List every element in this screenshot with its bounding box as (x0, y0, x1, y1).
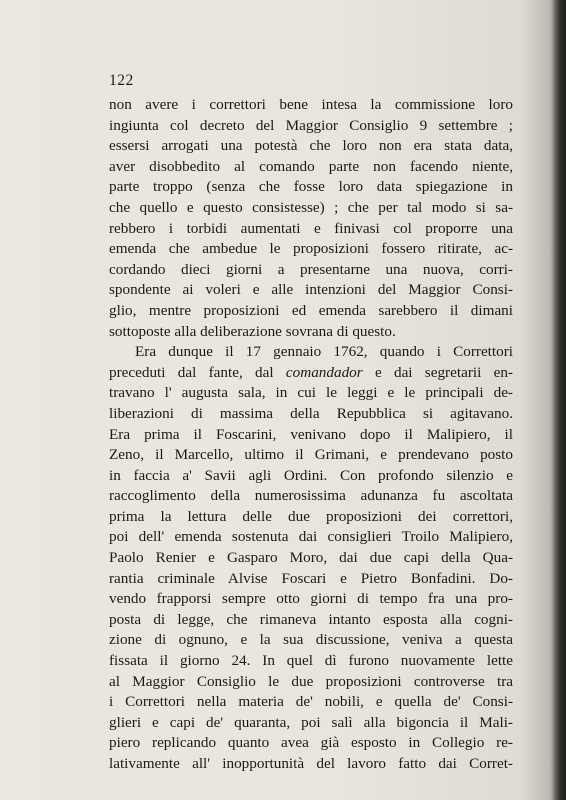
text-line: cordando dieci giorni a presentarne una nuova, corri- (109, 260, 513, 278)
text-line: vendo frapporsi sempre otto giorni di tempo fra una pro- (109, 590, 513, 608)
text-line: liberazioni di massima della Repubblica si agitavano. (109, 404, 513, 422)
body-text (109, 95, 513, 775)
text-line-with-italic (109, 363, 513, 384)
page-number: 122 (109, 72, 134, 89)
italic-term: comandador (285, 363, 363, 381)
page-edge-shadow (552, 0, 566, 800)
paragraph-end-line: sottoposte alla deliberazione sovrana di questo. (109, 322, 396, 340)
text-line: glio, mentre proposizioni ed emenda sarebbero il dimani (109, 301, 513, 319)
text-line: spondente ai voleri e alle intenzioni del Maggior Consi- (109, 281, 513, 299)
text-line: Era prima il Foscarini, venivano dopo il Malipiero, il (109, 425, 513, 443)
text-segment: e dai segretarii en- (362, 363, 513, 381)
text-line: Zeno, il Marcello, ultimo il Grimani, e prendevano posto (109, 446, 513, 464)
text-line: glieri e capi de' quaranta, poi salì alla bigoncia il Mali- (109, 713, 513, 731)
text-line: parte troppo (senza che fosse loro data spiegazione in (109, 178, 513, 196)
text-line: Paolo Renier e Gasparo Moro, dai due capi della Qua- (109, 549, 513, 567)
text-line: rantia criminale Alvise Foscari e Pietro Bonfadini. Do- (109, 569, 513, 587)
text-line: zione di ognuno, e la sua discussione, veniva a questa (109, 631, 513, 649)
text-line: emenda che ambedue le proposizioni fossero ritirate, ac- (109, 240, 513, 258)
text-line: fissata il giorno 24. In quel dì furono nuovamente lette (109, 652, 513, 670)
text-line: poi dell' emenda sostenuta dai consiglieri Troilo Malipiero, (109, 528, 513, 546)
text-line: raccoglimento della numerosissima adunanza fu ascoltata (109, 487, 513, 505)
text-line: non avere i correttori bene intesa la commissione loro (109, 96, 513, 113)
text-line: i Correttori nella materia de' nobili, e quella de' Consi- (109, 693, 513, 711)
text-line: essersi arrogati una potestà che loro non era stata data, (109, 137, 513, 155)
paragraph-start-line: Era dunque il 17 gennaio 1762, quando i Correttori (135, 343, 513, 361)
text-line: piero replicando quanto avea già esposto in Collegio re- (109, 734, 513, 752)
text-line: in faccia a' Savii agli Ordini. Con profondo silenzio e (109, 466, 513, 484)
text-line: lativamente all' inopportunità del lavoro fatto dai Corret- (109, 755, 513, 772)
text-line: posta di legge, che rimaneva intanto esposta alla cogni- (109, 610, 513, 628)
text-line: che quello e questo consistesse) ; che per tal modo si sa- (109, 198, 513, 216)
text-line: ingiunta col decreto del Maggior Consiglio 9 settembre ; (109, 116, 513, 134)
text-line: prima la lettura delle due proposizioni dei correttori, (109, 507, 513, 525)
text-segment: preceduti dal fante, dal (109, 363, 286, 381)
text-line: al Maggior Consiglio le due proposizioni controverse tra (109, 672, 513, 690)
text-line: rebbero i torbidi aumentati e finivasi col proporre una (109, 219, 513, 237)
text-line: travano l' augusta sala, in cui le leggi e le principali de- (109, 384, 513, 402)
text-line: aver disobbedito al comando parte non facendo niente, (109, 157, 513, 175)
